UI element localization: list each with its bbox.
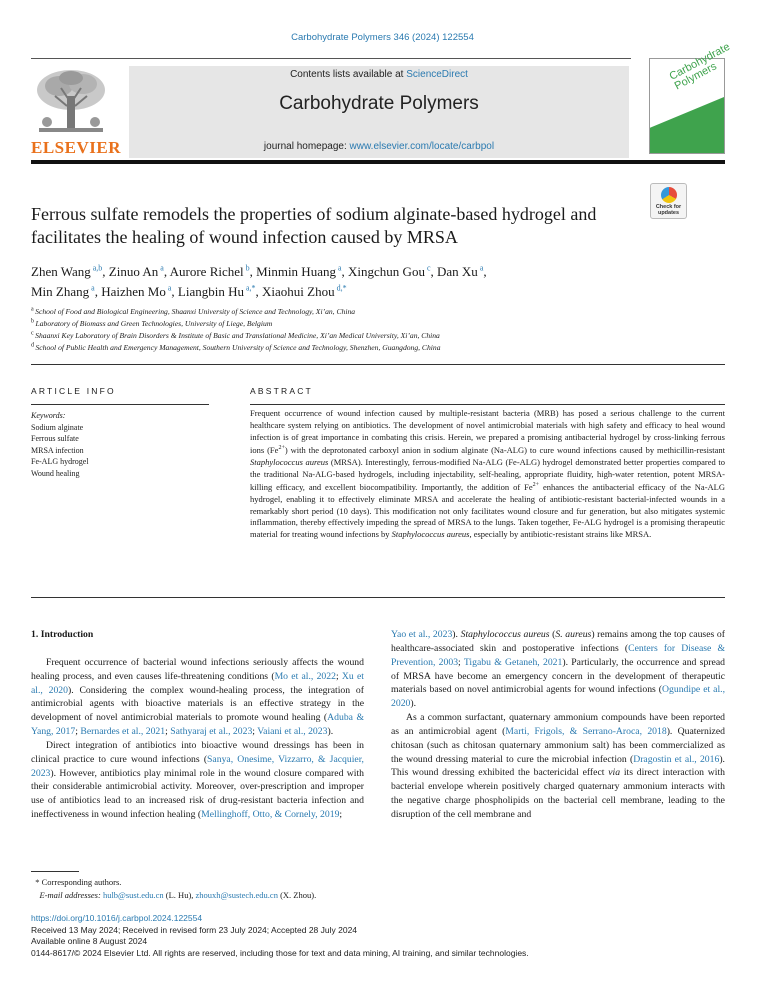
cover-green-panel — [650, 97, 724, 153]
keywords-block — [31, 410, 201, 480]
ref-link[interactable]: Vaiani et al., 2023 — [257, 726, 328, 738]
email-label: E-mail addresses: — [39, 890, 101, 900]
abstract-text — [250, 408, 725, 541]
keywords-label: Keywords: — [31, 411, 66, 420]
right-column — [391, 628, 725, 822]
journal-info-box — [129, 66, 629, 158]
intro-paragraph-1: Frequent occurrence of bacterial wound infections seriously affects the wound healing process, and even causes life-threatening conditions (Mo et al., 2022; Xu et al., 2020). Considering the complex wound-healing process, the integration of antimicrobial agents with bioactive materials is an effective strategy in the development of novel antimicrobial materials to promote wound healing (Aduba & Yang, 2017; Bernardes et al., 2021; Sathyaraj et al., 2023; Vaiani et al., 2023). — [31, 656, 364, 738]
affiliation-mark: b — [31, 318, 36, 325]
author-list: Zhen Wang $^{a,b}$, Zinuo An $^a$, Aurore Richel $^b$, Minmin Huang $^a$, Xingchun Gou $^c$, Dan Xu $^a$, Min Zhang $^a$, Haizhen Mo $^a$, Liangbin Hu $^{a,*}$, Xiaohui Zhou $^{d,*}$ — [31, 263, 487, 299]
affiliation-mark: c — [31, 330, 36, 337]
keyword: Fe-ALG hydrogel — [31, 457, 89, 467]
sciencedirect-link[interactable]: ScienceDirect — [406, 69, 468, 80]
author-name[interactable]: Minmin Huang — [256, 264, 336, 279]
text-run: ). Quaternized chitosan (such as chitosan quaternary ammonium salt) has been commercialized as the wound dressing material to cure the microbial infection ( — [391, 725, 725, 765]
keyword: Sodium alginate — [31, 422, 84, 432]
affiliation-text: Shaanxi Key Laboratory of Brain Disorders & Institute of Basic and Translational Medicine, Xi’an Medical University, Xi’an, China — [35, 331, 440, 340]
corresponding-note: * Corresponding authors. — [31, 877, 122, 887]
abstract-rule — [250, 404, 725, 405]
author-name[interactable]: Dan Xu — [437, 264, 478, 279]
doi-link[interactable]: https://doi.org/10.1016/j.carbpol.2024.122554 — [31, 913, 203, 923]
intro-paragraph-1-cont: Yao et al., 2023). Staphylococcus aureus (S. aureus) remains among the top causes of healthcare-associated skin and postoperative infections (Centers for Disease & Prevention, 2003; Tigabu & Getaneh, 2021). Particularly, the occurrence and spread of MRSA have become an emergency concern in the development of therapeutic materials based on novel antimicrobial agents for wound infections (Ogundipe et al., 2020). — [391, 629, 725, 710]
text-run: ). This wound dressing exhibited the bactericidal effect — [391, 753, 725, 779]
species-abbr: S. aureus — [555, 629, 592, 640]
italic-word: via — [608, 767, 621, 779]
intro-paragraph-3 — [391, 711, 725, 822]
ref-link[interactable]: Aduba & Yang, 2017 — [31, 712, 364, 738]
footnote-rule — [31, 871, 79, 872]
author-name[interactable]: Xiaohui Zhou — [262, 284, 335, 299]
contents-prefix: Contents lists available at — [290, 69, 407, 80]
species-name: Staphylococcus aureus — [460, 629, 550, 640]
header-top-rule — [31, 58, 631, 59]
received-dates: Received 13 May 2024; Received in revised form 23 July 2024; Accepted 28 July 2024 — [31, 924, 358, 935]
author-name[interactable]: Aurore Richel — [169, 264, 244, 279]
text-run: ). However, antibiotics play minimal role in the wound closure compared with their considerable antimicrobial activity. Moreover, over-prescription and improper use of antibiotics lead to an increased risk of drug-resistant bacteria infection and ineffectiveness in wound infection healing ( — [31, 767, 364, 821]
text-run: ) remains among the top causes of healthcare-associated skin and postoperative infections ( — [391, 629, 725, 654]
header-bottom-rule — [31, 160, 725, 164]
ref-link[interactable]: Bernardes et al., 2021 — [80, 726, 166, 738]
article-info-heading: ARTICLE INFO — [31, 386, 116, 396]
affiliation-text: Laboratory of Biomass and Green Technologies, University of Liege, Belgium — [35, 319, 273, 328]
check-updates-icon — [661, 187, 677, 203]
author-name[interactable]: Xingchun Gou — [348, 264, 425, 279]
elsevier-tree-icon — [31, 66, 111, 138]
affiliation-mark: a — [31, 306, 36, 313]
online-date: Available online 8 August 2024 — [31, 936, 148, 947]
text-run: Direct integration of antibiotics into bioactive wound dressings has been in clinical practice to cure wound infections ( — [31, 739, 364, 765]
author-affiliation-mark[interactable]: a,b — [90, 263, 103, 273]
abstract-species: Staphylococcus aureus — [391, 529, 470, 540]
author-name[interactable]: Liangbin Hu — [177, 284, 244, 299]
abstract-species: Staphylococcus aureus — [250, 456, 329, 467]
author-affiliation-mark[interactable]: b — [243, 263, 250, 273]
ref-link[interactable]: Ogundipe et al., 2020 — [391, 684, 725, 710]
email-link-zhou[interactable]: zhouxh@sustech.edu.cn — [195, 890, 278, 900]
affiliation-text: School of Food and Biological Engineering, Shaanxi University of Science and Technology, Xi’an, China — [35, 307, 356, 316]
author-affiliation-mark[interactable]: a — [335, 263, 342, 273]
corresponding-text: Corresponding authors. — [41, 877, 122, 887]
keyword: Ferrous sulfate — [31, 434, 79, 444]
elsevier-logo — [31, 66, 121, 158]
homepage-prefix: journal homepage: — [263, 141, 350, 152]
publisher-name: ELSEVIER — [31, 138, 121, 157]
ref-link[interactable]: Sathyaraj et al., 2023 — [170, 726, 253, 738]
keyword: MRSA infection — [31, 445, 84, 455]
email-owner: (L. Hu), — [163, 890, 196, 900]
author-affiliation-mark[interactable]: a — [89, 283, 95, 293]
ref-link[interactable]: Marti, Frigols, & Serrano-Aroca, 2018 — [505, 725, 667, 737]
article-title: Ferrous sulfate remodels the properties of sodium alginate-based hydrogel and facilitates the healing of wound infection caused by MRSA — [31, 204, 597, 247]
homepage-link[interactable]: www.elsevier.com/locate/carbpol — [349, 141, 495, 152]
email-note — [31, 889, 591, 902]
author-affiliation-mark[interactable]: d,* — [334, 283, 347, 293]
ref-link[interactable]: Mellinghoff, Otto, & Cornely, 2019 — [201, 809, 340, 821]
ref-link[interactable]: Tigabu & Getaneh, 2021 — [463, 656, 563, 668]
email-link-hu[interactable]: hulb@sust.edu.cn — [102, 890, 164, 900]
author-affiliation-mark[interactable]: a — [158, 263, 164, 273]
check-updates-label: Check for updates — [655, 204, 682, 216]
ref-link[interactable]: Mo et al., 2022 — [274, 670, 336, 682]
journal-header — [31, 40, 733, 160]
section-rule-bottom — [31, 597, 725, 598]
copyright-notice: 0144-8617/© 2024 Elsevier Ltd. All rights are reserved, including those for text and data mining, AI training, and similar technologies. — [31, 948, 529, 959]
section-rule-top — [31, 364, 725, 365]
journal-title: Carbohydrate Polymers — [279, 93, 479, 114]
author-name[interactable]: Min Zhang — [31, 284, 90, 299]
cover-title: Carbohydrate Polymers — [667, 40, 733, 93]
abstract-part: enhances the antibacterial efficacy of the Na-ALG hydrogel, enabling it to effectively eliminate MRSA and accelerate the healing of antibiotic-resistant bacterial-infected wounds in a remarkably short period (10 days). This modification not only facilitates wound closure and fur generation, but also mitigates systemic inflammation, thereby effectively impeding the spread of MRSA to the lungs. Taken together, Fe-ALG hydrogel is a promising therapeutic material for treating wound infections by — [250, 482, 726, 540]
charge-superscript: 2+ — [532, 482, 540, 489]
check-for-updates-button[interactable] — [650, 183, 687, 219]
affiliation-mark: d — [31, 342, 36, 349]
intro-paragraph-2: Direct integration of antibiotics into bioactive wound dressings has been in clinical practice to cure wound infections (Sanya, Onesime, Vizzarro, & Jacquier, 2023). However, antibiotics play minimal role in the wound closure compared with their considerable antimicrobial activity. Moreover, over-prescription and improper use of antibiotics lead to an increased risk of drug-resistant bacteria infection and ineffectiveness in wound infection healing (Mellinghoff, Otto, & Cornely, 2019; — [31, 739, 364, 821]
ref-link[interactable]: Xu et al., 2020 — [31, 670, 364, 696]
introduction-heading: 1. Introduction — [31, 629, 94, 640]
affiliations — [31, 306, 721, 354]
ref-link[interactable]: Centers for Disease & Prevention, 2003 — [391, 642, 725, 668]
left-column — [31, 628, 364, 822]
abstract-part: Frequent occurrence of wound infection caused by multiple-resistant bacteria (MRB) has posed a serious challenge to the current healthcare system relying on antibiotics. The development of novel antimicrobial materials with high safety and efficacy to heal wound infection is of great importance in combating this crisis. Herein, we prepared a promising antibacterial hydrogel by cross-linking ferrous ions (Fe — [250, 408, 725, 456]
email-owner: (X. Zhou). — [277, 890, 317, 900]
footnotes — [31, 876, 591, 902]
homepage-line — [129, 141, 629, 152]
text-run: Frequent occurrence of bacterial wound infections seriously affects the wound healing process, and even causes life-threatening conditions ( — [31, 656, 364, 682]
text-run: its direct interaction with bacterial envelope wherein positively charged quaternary ammonium interacts with the negative charge phospholipids on the bacterial cell membrane, leading to the disruption of the cell membrane and — [391, 767, 725, 820]
author-affiliation-mark[interactable]: a — [477, 263, 484, 273]
journal-citation-link[interactable]: Carbohydrate Polymers 346 (2024) 122554 — [291, 32, 474, 43]
abstract-part: (MRSA). Interestingly, ferrous-modified Na-ALG (Fe-ALG) hydrogel demonstrated better properties compared to the traditional Na-ALG-based hydrogels, including injectability, self-healing, appropriate fluidity, high-water retention, potent MRSA-killing efficacy, and excellent biocompatibility. Importantly, the addition of Fe — [250, 456, 725, 493]
publication-info — [31, 913, 731, 960]
affiliation-item — [31, 342, 721, 354]
affiliation-item — [31, 306, 721, 318]
article-info-rule — [31, 404, 209, 405]
affiliation-text: School of Public Health and Emergency Management, Southern University of Science and Technology, Shenzhen, Guangdong, China — [35, 343, 441, 352]
ref-link[interactable]: Dragostin et al., 2016 — [633, 753, 720, 765]
author-name[interactable]: Haizhen Mo — [101, 284, 166, 299]
contents-line — [129, 69, 629, 80]
keyword: Wound healing — [31, 468, 80, 478]
abstract-part: , especially by antibiotic-resistant strains like MRSA. — [469, 529, 652, 540]
text-run: As a common surfactant, quaternary ammonium compounds have been reported as an antimicrobial agent ( — [391, 712, 725, 737]
author-name[interactable]: Zinuo An — [108, 264, 159, 279]
author-affiliation-mark[interactable]: a — [165, 283, 172, 293]
text-run: ). Particularly, the occurrence and spread of MRSA have become an emergency concern in the development of therapeutic materials based on novel antimicrobial agents for wound infections ( — [391, 656, 725, 696]
affiliation-item — [31, 318, 721, 330]
author-affiliation-mark[interactable]: a,* — [243, 283, 256, 293]
author-name[interactable]: Zhen Wang — [31, 264, 91, 279]
abstract-part: ) with the deprotonated carboxyl anion in sodium alginate (Na-ALG) to cure wound infections caused by methicillin-resistant — [284, 445, 725, 456]
charge-superscript: 2+ — [278, 445, 285, 452]
text-run: ). Considering the complex wound-healing process, the integration of antimicrobial agents with bioactive materials is an effective strategy in the development of novel antimicrobial materials to promote wound healing ( — [31, 684, 364, 724]
journal-cover-image[interactable] — [649, 40, 733, 154]
affiliation-item — [31, 330, 721, 342]
ref-link[interactable]: Yao et al., 2023 — [391, 629, 453, 640]
abstract-heading: ABSTRACT — [250, 386, 313, 396]
ref-link[interactable]: Sanya, Onesime, Vizzarro, & Jacquier, 2023 — [31, 753, 364, 779]
author-affiliation-mark[interactable]: c — [424, 263, 431, 273]
text-run: ). — [452, 629, 461, 640]
